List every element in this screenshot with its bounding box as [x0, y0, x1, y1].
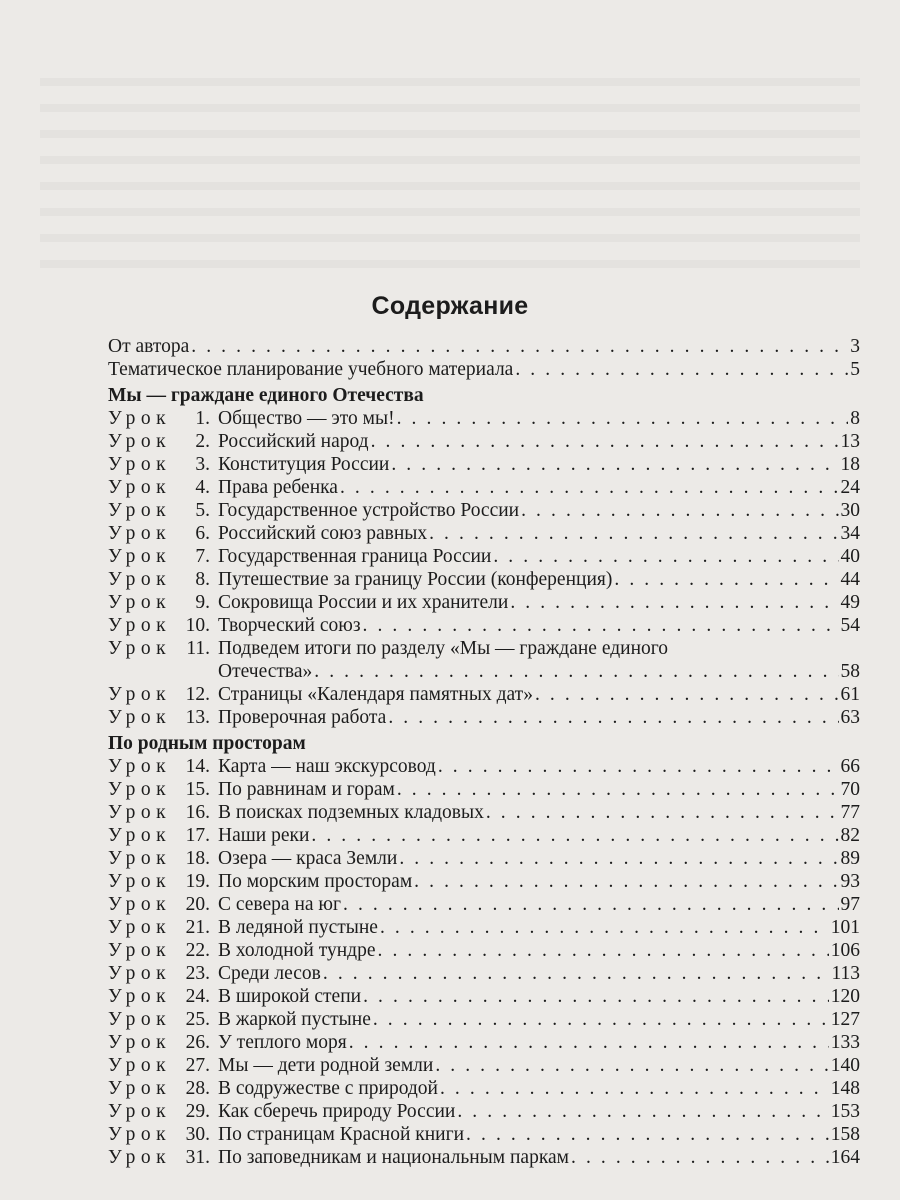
dot-leader [378, 939, 829, 962]
lesson-number: 13. [185, 707, 210, 728]
dot-leader [614, 568, 838, 591]
lesson-title: Подведем итоги по разделу «Мы — граждане единого [218, 638, 669, 659]
dot-leader [399, 847, 838, 870]
page-number: 63 [840, 707, 860, 728]
lesson-number: 20. [185, 894, 210, 915]
lesson-entry [108, 939, 860, 962]
dot-leader [388, 706, 838, 729]
lesson-title: В поисках подземных кладовых [218, 802, 484, 823]
lesson-label: Урок [108, 500, 172, 521]
page-number: 133 [830, 1032, 860, 1053]
lesson-label: Урок [108, 779, 172, 800]
lesson-entry [108, 453, 860, 476]
lesson-title: Государственная граница России [218, 546, 492, 567]
lesson-entry [108, 847, 860, 870]
page-number: 148 [830, 1078, 860, 1099]
lesson-title: Конституция России [218, 454, 390, 475]
page-number: 101 [830, 917, 860, 938]
dot-leader [486, 801, 839, 824]
page-number: 89 [840, 848, 860, 869]
lesson-title: В содружестве с природой [218, 1078, 438, 1099]
page-number: 40 [840, 546, 860, 567]
lesson-number: 14. [185, 756, 210, 777]
lesson-label: Урок [108, 408, 172, 429]
page-number: 8 [850, 408, 860, 429]
lesson-number: 12. [185, 684, 210, 705]
dot-leader [314, 660, 838, 683]
dot-leader [571, 1146, 829, 1169]
page-number: 140 [830, 1055, 860, 1076]
page-number: 153 [830, 1101, 860, 1122]
lesson-label: Урок [108, 454, 172, 475]
lesson-label: Урок [108, 615, 172, 636]
lesson-number: 29. [185, 1101, 210, 1122]
lesson-entry [108, 1123, 860, 1146]
page-number: 127 [830, 1009, 860, 1030]
lesson-entry [108, 870, 860, 893]
page-number: 3 [850, 336, 860, 357]
page-number: 70 [840, 779, 860, 800]
lesson-title: Российский народ [218, 431, 369, 452]
lesson-number: 22. [185, 940, 210, 961]
lesson-label: Урок [108, 684, 172, 705]
lesson-entry [108, 591, 860, 614]
dot-leader [521, 499, 838, 522]
lesson-number: 1. [195, 408, 210, 429]
lesson-number: 31. [185, 1147, 210, 1168]
lesson-label: Урок [108, 894, 172, 915]
dot-leader [380, 916, 829, 939]
lesson-entry [108, 568, 860, 591]
lesson-entry [108, 1146, 860, 1169]
lesson-entry [108, 430, 860, 453]
lesson-entry [108, 1008, 860, 1031]
dot-leader [191, 335, 848, 358]
dot-leader [323, 962, 830, 985]
toc-entry [108, 335, 860, 358]
dot-leader [438, 755, 839, 778]
page-number: 164 [830, 1147, 860, 1168]
lesson-entry [108, 962, 860, 985]
lesson-number: 18. [185, 848, 210, 869]
lesson-entry [108, 637, 860, 660]
dot-leader [343, 893, 839, 916]
lesson-number: 28. [185, 1078, 210, 1099]
page-number: 106 [830, 940, 860, 961]
lesson-title: Права ребенка [218, 477, 338, 498]
lesson-label: Урок [108, 756, 172, 777]
lesson-entry [108, 1100, 860, 1123]
lesson-title: Озера — краса Земли [218, 848, 398, 869]
lesson-title: По заповедникам и национальным паркам [218, 1147, 569, 1168]
dot-leader [340, 476, 839, 499]
dot-leader [535, 683, 839, 706]
lesson-number: 4. [195, 477, 210, 498]
lesson-number: 9. [195, 592, 210, 613]
lesson-number: 27. [185, 1055, 210, 1076]
lesson-number: 8. [195, 569, 210, 590]
lesson-number: 16. [185, 802, 210, 823]
lesson-title: С севера на юг [218, 894, 341, 915]
lesson-title: Наши реки [218, 825, 310, 846]
page-title: Содержание [371, 292, 529, 320]
entry-title: От автора [108, 336, 190, 357]
lesson-title: В ледяной пустыне [218, 917, 378, 938]
lesson-entry [108, 801, 860, 824]
page-number: 61 [840, 684, 860, 705]
lesson-number: 21. [185, 917, 210, 938]
lesson-title: Государственное устройство России [218, 500, 520, 521]
lesson-title: Как сберечь природу России [218, 1101, 456, 1122]
lesson-label: Урок [108, 431, 172, 452]
table-of-contents [108, 335, 860, 1169]
lesson-number: 2. [195, 431, 210, 452]
lesson-entry [108, 755, 860, 778]
lesson-title: Российский союз равных [218, 523, 428, 544]
lesson-entry-continuation [108, 660, 860, 683]
lesson-label: Урок [108, 917, 172, 938]
dot-leader [397, 407, 849, 430]
lesson-label: Урок [108, 848, 172, 869]
page-number: 113 [831, 963, 860, 984]
page-number: 66 [840, 756, 860, 777]
lesson-label: Урок [108, 825, 172, 846]
dot-leader [515, 358, 848, 381]
lesson-entry [108, 1077, 860, 1100]
lesson-title: Страницы «Календаря памятных дат» [218, 684, 533, 705]
page-number: 13 [840, 431, 860, 452]
lesson-label: Урок [108, 546, 172, 567]
lesson-entry [108, 407, 860, 430]
toc-entry [108, 358, 860, 381]
dot-leader [457, 1100, 828, 1123]
dot-leader [493, 545, 838, 568]
page-number: 58 [840, 661, 860, 682]
dot-leader [311, 824, 838, 847]
lesson-label: Урок [108, 638, 172, 659]
lesson-number: 24. [185, 986, 210, 1007]
lesson-number: 3. [195, 454, 210, 475]
lesson-title-continuation: Отечества» [218, 661, 313, 682]
lesson-number: 30. [185, 1124, 210, 1145]
dot-leader [435, 1054, 828, 1077]
dot-leader [391, 453, 838, 476]
lesson-title: Путешествие за границу России (конференция) [218, 569, 613, 590]
lesson-number: 7. [195, 546, 210, 567]
dot-leader [373, 1008, 829, 1031]
lesson-title: Творческий союз [218, 615, 361, 636]
lesson-number: 19. [185, 871, 210, 892]
lesson-entry [108, 476, 860, 499]
lesson-label: Урок [108, 802, 172, 823]
page-number: 44 [840, 569, 860, 590]
lesson-entry [108, 916, 860, 939]
lesson-label: Урок [108, 940, 172, 961]
lesson-entry [108, 522, 860, 545]
entry-title: Тематическое планирование учебного материала [108, 359, 514, 380]
dot-leader [363, 985, 829, 1008]
lesson-entry [108, 824, 860, 847]
lesson-label: Урок [108, 1009, 172, 1030]
lesson-title: Среди лесов [218, 963, 321, 984]
lesson-label: Урок [108, 1124, 172, 1145]
lesson-number: 23. [185, 963, 210, 984]
lesson-entry [108, 683, 860, 706]
lesson-number: 11. [186, 638, 210, 659]
lesson-title: В холодной тундре [218, 940, 376, 961]
page-number: 158 [830, 1124, 860, 1145]
dot-leader [429, 522, 838, 545]
lesson-entry [108, 1031, 860, 1054]
lesson-label: Урок [108, 963, 172, 984]
lesson-label: Урок [108, 1032, 172, 1053]
lesson-number: 17. [185, 825, 210, 846]
lesson-title: Проверочная работа [218, 707, 387, 728]
lesson-entry [108, 706, 860, 729]
lesson-title: У теплого моря [218, 1032, 347, 1053]
page-number: 120 [830, 986, 860, 1007]
page-number: 54 [840, 615, 860, 636]
lesson-number: 10. [185, 615, 210, 636]
lesson-label: Урок [108, 986, 172, 1007]
page-number: 82 [840, 825, 860, 846]
dot-leader [349, 1031, 829, 1054]
lesson-title: По равнинам и горам [218, 779, 395, 800]
dot-leader [397, 778, 839, 801]
page-number: 34 [840, 523, 860, 544]
dot-leader [440, 1077, 829, 1100]
lesson-label: Урок [108, 1055, 172, 1076]
page-number: 18 [840, 454, 860, 475]
dot-leader [466, 1123, 829, 1146]
bleed-through-text [40, 60, 860, 280]
lesson-title: Общество — это мы! [218, 408, 395, 429]
lesson-entry [108, 614, 860, 637]
page-number: 49 [840, 592, 860, 613]
page-number: 5 [850, 359, 860, 380]
lesson-title: По страницам Красной книги [218, 1124, 465, 1145]
lesson-number: 25. [185, 1009, 210, 1030]
lesson-label: Урок [108, 592, 172, 613]
lesson-label: Урок [108, 523, 172, 544]
lesson-entry [108, 893, 860, 916]
page-number: 97 [840, 894, 860, 915]
lesson-number: 15. [185, 779, 210, 800]
section-heading: По родным просторам [108, 733, 306, 754]
lesson-number: 26. [185, 1032, 210, 1053]
lesson-entry [108, 985, 860, 1008]
page-number: 93 [840, 871, 860, 892]
lesson-title: Сокровища России и их хранители [218, 592, 509, 613]
dot-leader [510, 591, 838, 614]
lesson-title: В жаркой пустыне [218, 1009, 371, 1030]
lesson-label: Урок [108, 477, 172, 498]
lesson-label: Урок [108, 1078, 172, 1099]
lesson-label: Урок [108, 1101, 172, 1122]
lesson-number: 6. [195, 523, 210, 544]
lesson-label: Урок [108, 707, 172, 728]
page-number: 77 [840, 802, 860, 823]
lesson-label: Урок [108, 871, 172, 892]
section-heading: Мы — граждане единого Отечества [108, 385, 424, 406]
dot-leader [414, 870, 838, 893]
lesson-entry [108, 778, 860, 801]
lesson-title: В широкой степи [218, 986, 362, 1007]
lesson-label: Урок [108, 569, 172, 590]
lesson-number: 5. [195, 500, 210, 521]
lesson-entry [108, 1054, 860, 1077]
page-number: 24 [840, 477, 860, 498]
lesson-entry [108, 545, 860, 568]
lesson-label: Урок [108, 1147, 172, 1168]
lesson-entry [108, 499, 860, 522]
page-number: 30 [840, 500, 860, 521]
lesson-title: Мы — дети родной земли [218, 1055, 434, 1076]
dot-leader [371, 430, 839, 453]
lesson-title: Карта — наш экскурсовод [218, 756, 436, 777]
dot-leader [363, 614, 839, 637]
lesson-title: По морским просторам [218, 871, 413, 892]
